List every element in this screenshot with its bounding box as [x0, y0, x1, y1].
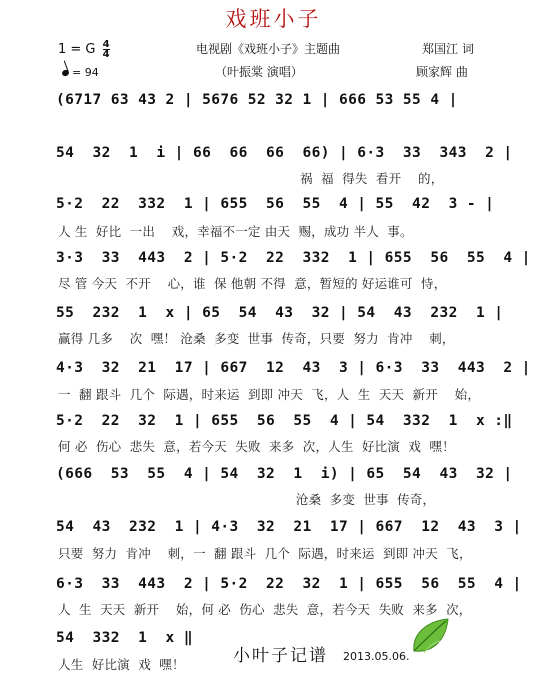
composer-credit: 顾家辉 曲 — [416, 65, 468, 79]
notation-row: 55 232 1 x | 65 54 43 32 | 54 43 232 1 | — [56, 305, 504, 321]
time-signature-bottom: 4 — [102, 49, 110, 60]
lyric-row: 祸 福 得失 看开 的， — [58, 171, 444, 186]
lyric-row: 何 必 伤心 悲失 意，若今天 失败 来多 次，人生 好比演 戏 嘿！ — [58, 439, 455, 454]
notation-row: (6717 63 43 2 | 5676 52 32 1 | 666 53 55 4 | — [56, 92, 458, 108]
tempo-value: = 94 — [72, 66, 99, 79]
notation-row: 4·3 32 21 17 | 667 12 43 3 | 6·3 33 443 2 | — [56, 360, 531, 376]
lyric-row: 人 生 好比 一出 戏，幸福不一定 由天 赐，成功 半人 事。 — [58, 224, 413, 239]
time-signature-top: 4 — [102, 39, 110, 50]
lyricist-credit: 郑国江 词 — [422, 42, 474, 56]
quarter-note-icon — [61, 69, 70, 77]
tempo-marking — [62, 66, 99, 79]
lyric-row: 人生 好比演 戏 嘿！ — [58, 657, 185, 672]
key-label: 1 = G — [58, 42, 96, 57]
singer-credit: （叶振棠 演唱） — [215, 65, 303, 79]
lyric-row: 尽 管 今天 不开 心，谁 保 他朝 不得 意，暂短的 好运谁可 恃， — [58, 276, 447, 291]
lyric-row: 赢得 几多 次 嘿！ 沧桑 多变 世事 传奇，只要 努力 肯冲 刺， — [58, 331, 455, 346]
time-signature — [103, 40, 110, 59]
lyric-row: 沧桑 多变 世事 传奇， — [58, 492, 436, 507]
lyric-row: 只要 努力 肯冲 刺，一 翻 跟斗 几个 际遇，时来运 到即 冲天 飞， — [58, 546, 472, 561]
notation-row: 5·2 22 32 1 | 655 56 55 4 | 54 332 1 x :‖ — [56, 413, 513, 429]
notation-row: 54 332 1 x ‖ — [56, 630, 193, 646]
key-signature — [58, 40, 110, 59]
notation-row: 5·2 22 332 1 | 655 56 55 4 | 55 42 3 - | — [56, 196, 495, 212]
notation-row: 3·3 33 443 2 | 5·2 22 332 1 | 655 56 55 4 | — [56, 250, 531, 266]
song-title: 戏班小子 — [225, 7, 322, 31]
notation-row: 6·3 33 443 2 | 5·2 22 32 1 | 655 56 55 4 | — [56, 576, 522, 592]
lyric-row: 人 生 天天 新开 始，何 必 伤心 悲失 意，若今天 失败 来多 次， — [58, 602, 472, 617]
notation-row: (666 53 55 4 | 54 32 1 i) | 65 54 43 32 | — [56, 466, 513, 482]
notation-row: 54 43 232 1 | 4·3 32 21 17 | 667 12 43 3 | — [56, 519, 522, 535]
transcription-date: 2013.05.06. — [343, 650, 410, 663]
lyric-row: 一 翻 跟斗 几个 际遇，时来运 到即 冲天 飞，人 生 天天 新开 始， — [58, 387, 481, 402]
notation-row: 54 32 1 i | 66 66 66 66) | 6·3 33 343 2 | — [56, 145, 513, 161]
leaf-icon — [410, 617, 450, 655]
transcriber-signature: 小叶子记谱 — [233, 646, 328, 666]
subtitle: 电视剧《戏班小子》主题曲 — [196, 42, 341, 56]
